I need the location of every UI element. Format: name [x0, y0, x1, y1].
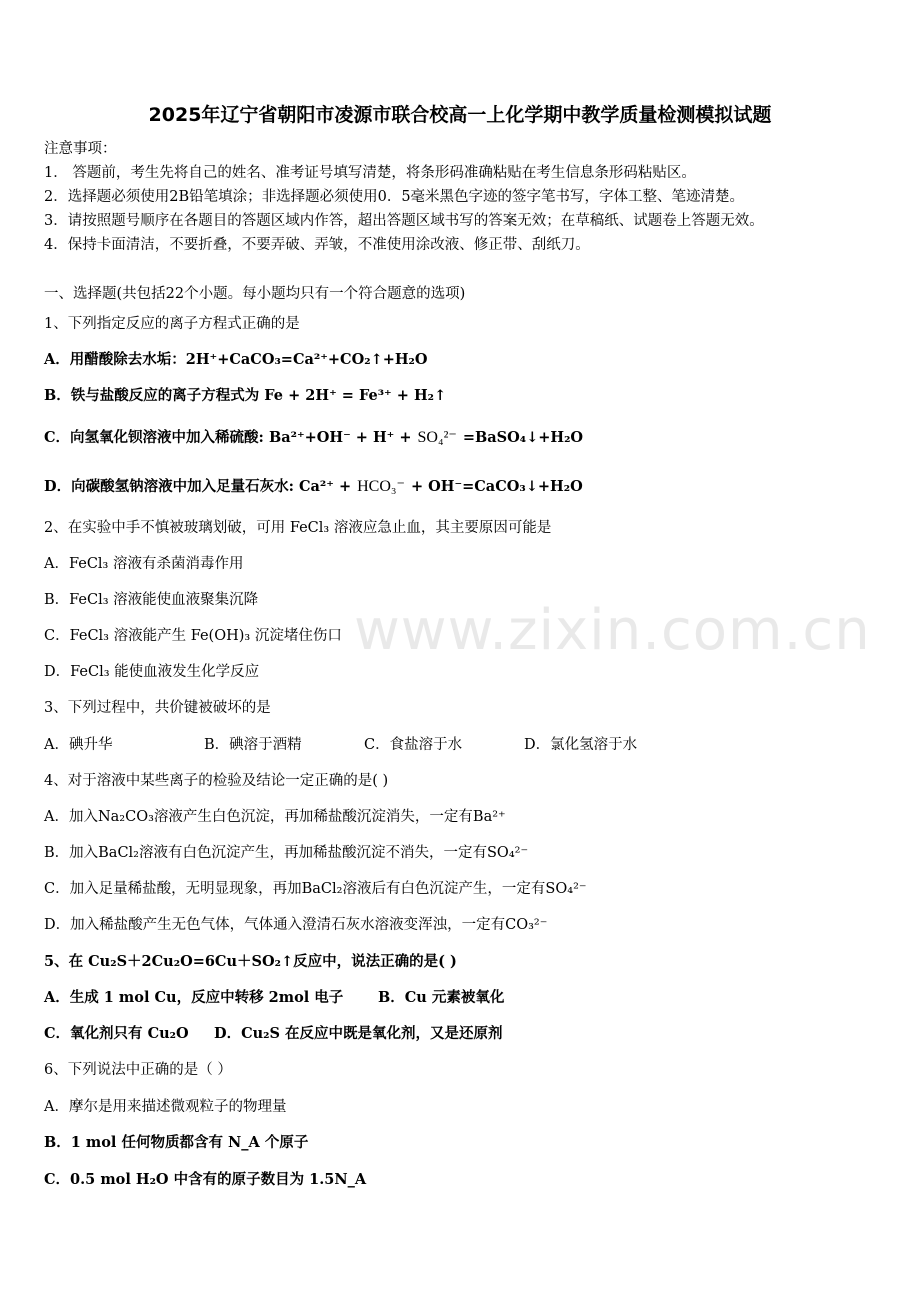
- question-1-option-c-post: =BaSO₄↓+H₂O: [462, 429, 584, 446]
- bicarbonate-ion: HCO₃⁻: [357, 478, 405, 495]
- question-5-options-ab: [44, 988, 504, 1008]
- question-5-options-cd: [44, 1024, 503, 1044]
- question-2-option-c: C．FeCl₃ 溶液能产生 Fe(OH)₃ 沉淀堵住伤口: [44, 628, 342, 644]
- question-2-option-a: A．FeCl₃ 溶液有杀菌消毒作用: [44, 556, 244, 572]
- question-2-option-b: B．FeCl₃ 溶液能使血液聚集沉降: [44, 592, 259, 608]
- question-1-option-b: B．铁与盐酸反应的离子方程式为 Fe + 2H⁺ = Fe³⁺ + H₂↑: [44, 387, 447, 404]
- question-4-option-d: D．加入稀盐酸产生无色气体，气体通入澄清石灰水溶液变浑浊，一定有CO₃²⁻: [44, 917, 548, 933]
- question-1-stem: 1、下列指定反应的离子方程式正确的是: [44, 316, 300, 332]
- page-title: 2025年辽宁省朝阳市凌源市联合校高一上化学期中教学质量检测模拟试题: [148, 104, 772, 126]
- question-3-option-b: B．碘溶于酒精: [204, 737, 302, 753]
- question-3-stem: 3、下列过程中，共价键被破坏的是: [44, 700, 271, 716]
- question-3-option-a: A．碘升华: [44, 737, 113, 753]
- question-1-option-d-post: + OH⁻=CaCO₃↓+H₂O: [410, 478, 583, 495]
- question-1-option-c: [44, 428, 583, 448]
- question-6-option-a: A．摩尔是用来描述微观粒子的物理量: [44, 1099, 287, 1115]
- question-4-option-a: A．加入Na₂CO₃溶液产生白色沉淀，再加稀盐酸沉淀消失，一定有Ba²⁺: [44, 809, 506, 825]
- watermark: www.zixin.com.cn: [354, 598, 871, 663]
- sulfate-ion: SO₄²⁻: [417, 429, 457, 446]
- notice-item-3: 3．请按照题号顺序在各题目的答题区域内作答，超出答题区域书写的答案无效；在草稿纸、试题卷上答题无效。: [44, 213, 764, 229]
- question-2-option-d: D．FeCl₃ 能使血液发生化学反应: [44, 664, 260, 680]
- section-heading: 一、选择题(共包括22个小题。每小题均只有一个符合题意的选项): [44, 286, 466, 302]
- question-1-option-c-pre: C．向氢氧化钡溶液中加入稀硫酸: Ba²⁺+OH⁻ + H⁺ +: [44, 429, 412, 446]
- question-4-stem: 4、对于溶液中某些离子的检验及结论一定正确的是( ): [44, 773, 389, 789]
- question-5-option-d: D．Cu₂S 在反应中既是氧化剂，又是还原剂: [214, 1025, 503, 1042]
- question-6-option-c: C．0.5 mol H₂O 中含有的原子数目为 1.5N_A: [44, 1171, 367, 1188]
- notice-heading: 注意事项：: [44, 141, 117, 157]
- question-1-option-a: A．用醋酸除去水垢：2H⁺+CaCO₃=Ca²⁺+CO₂↑+H₂O: [44, 351, 428, 368]
- notice-item-4: 4．保持卡面清洁，不要折叠，不要弄破、弄皱，不准使用涂改液、修正带、刮纸刀。: [44, 237, 590, 253]
- question-2-stem: 2、在实验中手不慎被玻璃划破，可用 FeCl₃ 溶液应急止血，其主要原因可能是: [44, 520, 552, 536]
- question-6-option-b: B．1 mol 任何物质都含有 N_A 个原子: [44, 1134, 309, 1151]
- question-5-option-b: B．Cu 元素被氧化: [378, 989, 505, 1006]
- question-1-option-d: [44, 477, 583, 497]
- question-3-options: [44, 735, 637, 755]
- notice-item-1: 1． 答题前，考生先将自己的姓名、准考证号填写清楚，将条形码准确粘贴在考生信息条形码粘贴区。: [44, 165, 696, 181]
- notice-item-2: 2．选择题必须使用2B铅笔填涂；非选择题必须使用0．5毫米黑色字迹的签字笔书写，字体工整、笔迹清楚。: [44, 189, 745, 205]
- question-5-stem: 5、在 Cu₂S＋2Cu₂O=6Cu＋SO₂↑反应中，说法正确的是( ): [44, 953, 457, 970]
- question-6-stem: 6、下列说法中正确的是（ ）: [44, 1062, 232, 1078]
- question-5-option-c: C．氧化剂只有 Cu₂O: [44, 1025, 189, 1042]
- question-5-option-a: A．生成 1 mol Cu，反应中转移 2mol 电子: [44, 989, 344, 1006]
- question-1-option-d-pre: D．向碳酸氢钠溶液中加入足量石灰水: Ca²⁺ +: [44, 478, 352, 495]
- question-3-option-c: C．食盐溶于水: [364, 737, 463, 753]
- question-4-option-b: B．加入BaCl₂溶液有白色沉淀产生，再加稀盐酸沉淀不消失，一定有SO₄²⁻: [44, 845, 529, 861]
- question-3-option-d: D．氯化氢溶于水: [524, 737, 638, 753]
- question-4-option-c: C．加入足量稀盐酸，无明显现象，再加BaCl₂溶液后有白色沉淀产生，一定有SO₄²⁻: [44, 881, 587, 897]
